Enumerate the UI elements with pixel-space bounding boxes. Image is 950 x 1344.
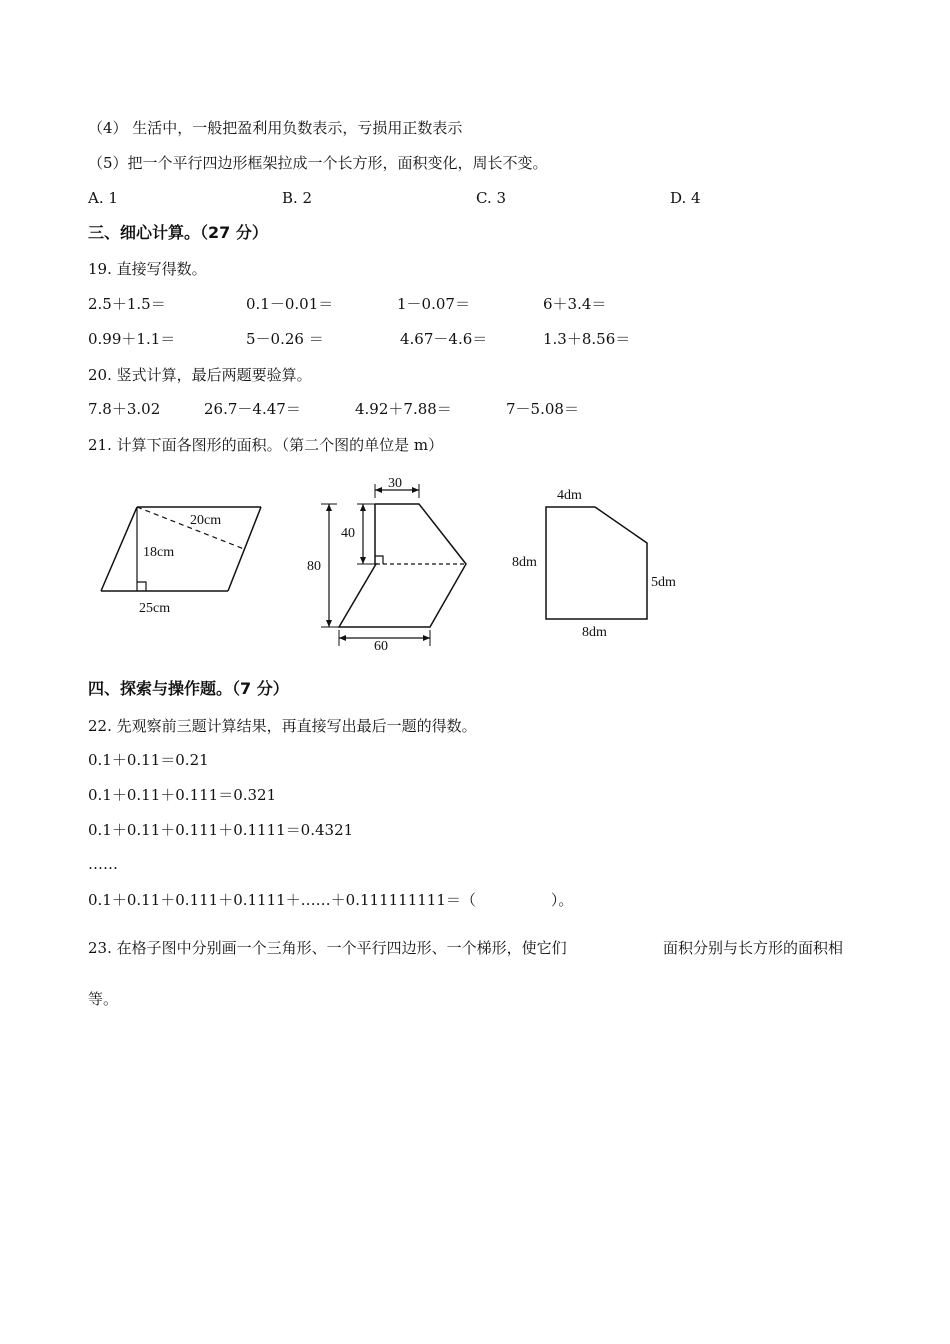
q22-line3: 0.1＋0.11＋0.111＋0.1111＝0.4321 bbox=[88, 821, 354, 839]
q22-ellipsis: …… bbox=[88, 855, 118, 873]
figure-parallelogram bbox=[101, 507, 261, 591]
fig2-bottom-label: 60 bbox=[374, 639, 388, 654]
q19-r2c2: 5－0.26 ＝ bbox=[246, 330, 324, 348]
compound-right-angle bbox=[375, 556, 383, 564]
q22-title: 22. 先观察前三题计算结果，再直接写出最后一题的得数。 bbox=[88, 717, 477, 735]
q20-c2: 26.7－4.47＝ bbox=[204, 400, 301, 418]
q19-r1c4: 6＋3.4＝ bbox=[543, 295, 607, 313]
q19-r1c3: 1－0.07＝ bbox=[397, 295, 470, 313]
q23-text-b: 面积分别与长方形的面积相 bbox=[663, 939, 844, 957]
fig1-base-label: 25cm bbox=[139, 601, 171, 616]
pentagon-outline bbox=[546, 507, 647, 619]
section-4-title: 四、探索与操作题。（7 分） bbox=[88, 679, 289, 698]
q19-r1c1: 2.5＋1.5＝ bbox=[88, 295, 166, 313]
q22-line1: 0.1＋0.11＝0.21 bbox=[88, 751, 209, 769]
fig3-bottom-label: 8dm bbox=[582, 625, 607, 640]
compound-outline bbox=[339, 504, 466, 627]
q20-c3: 4.92＋7.88＝ bbox=[355, 400, 452, 418]
fig2-top-label: 30 bbox=[388, 476, 402, 491]
fig1-slant-label: 20cm bbox=[190, 513, 222, 528]
q19-title: 19. 直接写得数。 bbox=[88, 260, 207, 278]
q19-r2c4: 1.3＋8.56＝ bbox=[543, 330, 631, 348]
figure-pentagon bbox=[546, 507, 647, 619]
q20-title: 20. 竖式计算，最后两题要验算。 bbox=[88, 366, 312, 384]
fig3-left-label: 8dm bbox=[512, 555, 537, 570]
fig3-right-label: 5dm bbox=[651, 575, 676, 590]
option-c: C. 3 bbox=[476, 189, 507, 207]
q19-r2c3: 4.67－4.6＝ bbox=[400, 330, 488, 348]
q18-item4: （4） 生活中，一般把盈利用负数表示，亏损用正数表示 bbox=[88, 119, 463, 137]
section-3-title: 三、细心计算。（27 分） bbox=[88, 223, 268, 242]
q18-item5: （5）把一个平行四边形框架拉成一个长方形，面积变化，周长不变。 bbox=[88, 154, 548, 172]
fig1-height-label: 18cm bbox=[143, 545, 175, 560]
q23-text-c: 等。 bbox=[88, 990, 119, 1008]
q20-c1: 7.8＋3.02 bbox=[88, 400, 161, 418]
q22-answer-line: 0.1＋0.11＋0.111＋0.1111＋……＋0.111111111＝（ ）。 bbox=[88, 891, 574, 909]
fig3-top-label: 4dm bbox=[557, 488, 582, 503]
figure-compound bbox=[321, 484, 466, 646]
option-b: B. 2 bbox=[282, 189, 313, 207]
q21-figures bbox=[95, 470, 695, 660]
q19-r1c2: 0.1－0.01＝ bbox=[246, 295, 334, 313]
parallelogram-left bbox=[101, 507, 137, 591]
q23-text-a: 23. 在格子图中分别画一个三角形、一个平行四边形、一个梯形，使它们 bbox=[88, 939, 567, 957]
parallelogram-right bbox=[228, 507, 261, 591]
q21-title: 21. 计算下面各图形的面积。（第二个图的单位是 m） bbox=[88, 436, 444, 454]
fig2-inner-label: 40 bbox=[341, 526, 355, 541]
right-angle-mark bbox=[137, 582, 146, 591]
option-d: D. 4 bbox=[670, 189, 701, 207]
option-a: A. 1 bbox=[88, 189, 118, 207]
q20-c4: 7－5.08＝ bbox=[506, 400, 579, 418]
q19-r2c1: 0.99＋1.1＝ bbox=[88, 330, 176, 348]
q22-line2: 0.1＋0.11＋0.111＝0.321 bbox=[88, 786, 277, 804]
fig2-total-label: 80 bbox=[307, 559, 321, 574]
